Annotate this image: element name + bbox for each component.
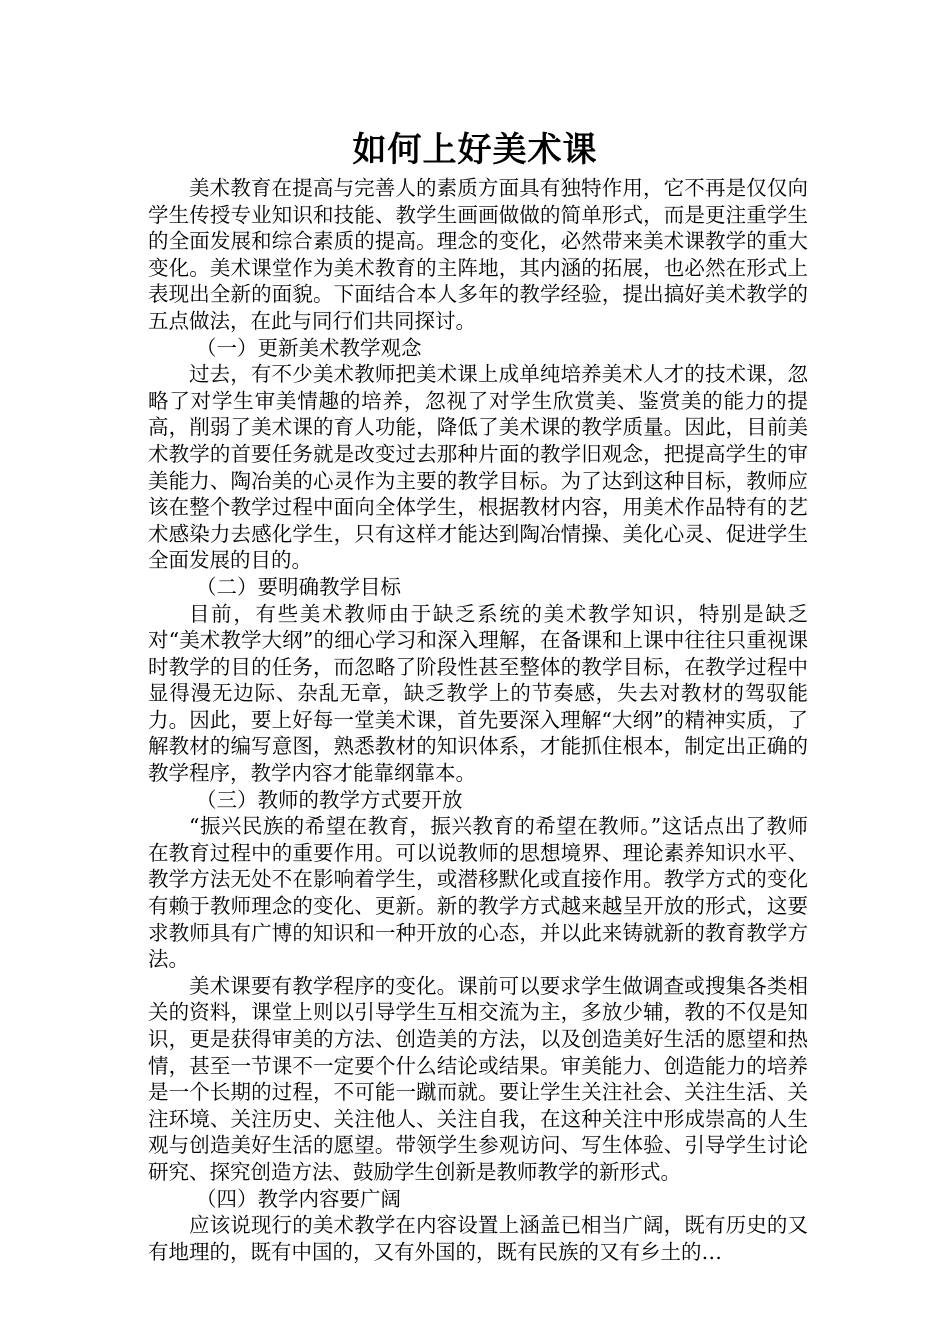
section-heading-1: （一）更新美术教学观念 [196,335,422,360]
document-body [148,175,808,1265]
section-heading-2: （二）要明确教学目标 [196,574,401,599]
section-3-paragraph-1: “振兴民族的希望在教育，振兴教育的希望在教师。”这话点出了教师在教育过程中的重要作用。可以说教师的思想境界、理论素养知识水平、教学方法无处不在影响着学生，或潜移默化或直接作用。教学方式的变化有赖于教师理念的变化、更新。新的教学方式越来越呈开放的形式，这要求教师具有广博的知识和一种开放的心态，并以此来铸就新的教育教学方法。 [148,814,808,972]
section-3-paragraph-2: 美术课要有教学程序的变化。课前可以要求学生做调查或搜集各类相关的资料，课堂上则以引导学生互相交流为主，多放少辅，教的不仅是知识，更是获得审美的方法、创造美的方法，以及创造美好生活的愿望和热情，甚至一节课不一定要个什么结论或结果。审美能力、创造能力的培养是一个长期的过程，不可能一蹴而就。要让学生关注社会、关注生活、关注环境、关注历史、关注他人、关注自我，在这种关注中形成崇高的人生观与创造美好生活的愿望。带领学生参观访问、写生体验、引导学生讨论研究、探究创造方法、鼓励学生创新是教师教学的新形式。 [148,973,808,1184]
section-2-paragraph: 目前，有些美术教师由于缺乏系统的美术教学知识，特别是缺乏对“美术教学大纲”的细心学习和深入理解，在备课和上课中往往只重视课时教学的目的任务，而忽略了阶段性甚至整体的教学目标，在教学过程中显得漫无边际、杂乱无章，缺乏教学上的节奏感，失去对教材的驾驭能力。因此，要上好每一堂美术课，首先要深入理解“大纲”的精神实质，了解教材的编写意图，熟悉教材的知识体系，才能抓住根本，制定出正确的教学程序，教学内容才能靠纲靠本。 [148,601,808,786]
section-4-paragraph: 应该说现行的美术教学在内容设置上涵盖已相当广阔，既有历史的又有地理的，既有中国的，又有外国的，既有民族的又有乡土的… [148,1213,808,1264]
intro-paragraph: 美术教育在提高与完善人的素质方面具有独特作用，它不再是仅仅向学生传授专业知识和技能、教学生画画做做的简单形式，而是更注重学生的全面发展和综合素质的提高。理念的变化，必然带来美术课教学的重大变化。美术课堂作为美术教育的主阵地，其内涵的拓展，也必然在形式上表现出全新的面貌。下面结合本人多年的教学经验，提出搞好美术教学的五点做法，在此与同行们共同探讨。 [148,176,808,333]
section-heading-4: （四）教学内容要广阔 [196,1186,401,1211]
section-1-paragraph: 过去，有不少美术教师把美术课上成单纯培养美术人才的技术课，忽略了对学生审美情趣的培养，忽视了对学生欣赏美、鉴赏美的能力的提高，削弱了美术课的育人功能，降低了美术课的教学质量。因此，目前美术教学的首要任务就是改变过去那种片面的教学旧观念，把提高学生的审美能力、陶冶美的心灵作为主要的教学目标。为了达到这种目标，教师应该在整个教学过程中面向全体学生，根据教材内容，用美术作品特有的艺术感染力去感化学生，只有这样才能达到陶冶情操、美化心灵、促进学生全面发展的目的。 [148,362,808,573]
section-heading-3: （三）教师的教学方式要开放 [196,787,463,812]
document-title: 如何上好美术课 [352,130,598,170]
